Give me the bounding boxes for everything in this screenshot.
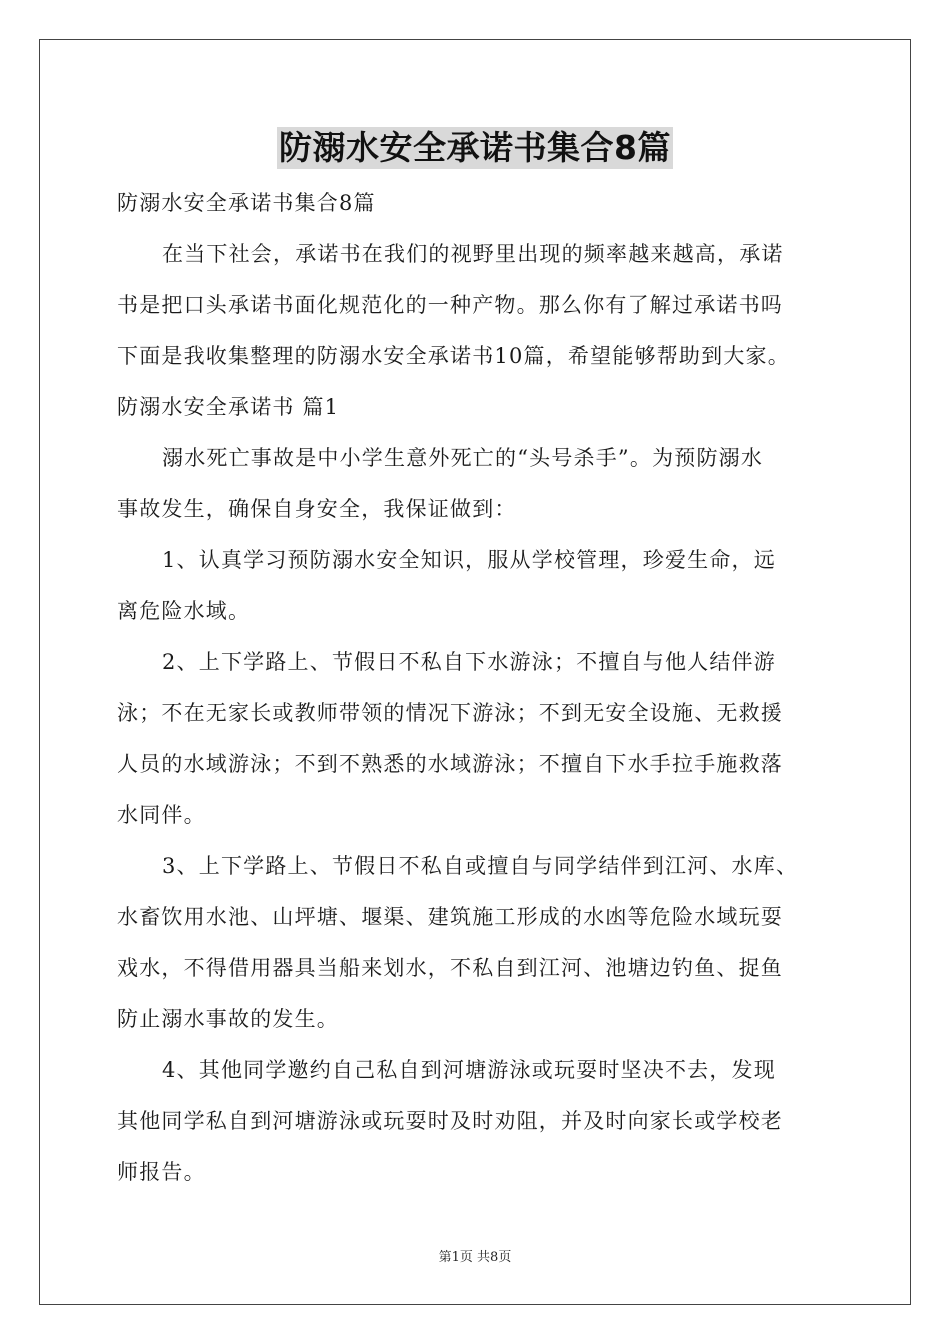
text-line: 人员的水域游泳；不到不熟悉的水域游泳；不擅自下水手拉手施救落 — [117, 752, 783, 776]
document-title: 防溺水安全承诺书集合8篇 — [279, 128, 671, 167]
section-heading: 防溺水安全承诺书 篇1 — [117, 395, 340, 419]
item-3 — [117, 841, 837, 1045]
item-4 — [117, 1045, 837, 1198]
text-line: 水畜饮用水池、山坪塘、堰渠、建筑施工形成的水凼等危险水域玩耍 — [117, 905, 783, 929]
text-line: 离危险水域。 — [117, 599, 251, 623]
text-line: 溺水死亡事故是中小学生意外死亡的“头号杀手”。为预防溺水 — [162, 446, 764, 470]
text-line: 戏水，不得借用器具当船来划水，不私自到江河、池塘边钓鱼、捉鱼 — [117, 956, 783, 980]
page-footer: 第1页 共8页 — [438, 1250, 512, 1265]
text-line: 其他同学私自到河塘游泳或玩耍时及时劝阻，并及时向家长或学校老 — [117, 1109, 783, 1133]
title-wrap — [0, 127, 950, 169]
text-line: 4、其他同学邀约自己私自到河塘游泳或玩耍时坚决不去，发现 — [162, 1058, 776, 1082]
text-line: 在当下社会，承诺书在我们的视野里出现的频率越来越高，承诺 — [162, 242, 784, 266]
text-line: 防止溺水事故的发生。 — [117, 1007, 339, 1031]
text-line: 水同伴。 — [117, 803, 206, 827]
item-1 — [117, 535, 837, 637]
text-line: 2、上下学路上、节假日不私自下水游泳；不擅自与他人结伴游 — [162, 650, 776, 674]
intro-paragraph — [117, 229, 837, 382]
text-line: 事故发生，确保自身安全，我保证做到： — [117, 497, 517, 521]
text-line: 1、认真学习预防溺水安全知识，服从学校管理，珍爱生命，远 — [162, 548, 776, 572]
text-line: 3、上下学路上、节假日不私自或擅自与同学结伴到江河、水库、 — [162, 854, 799, 878]
document-body — [117, 178, 837, 1198]
item-2 — [117, 637, 837, 841]
text-line: 师报告。 — [117, 1160, 206, 1184]
subtitle: 防溺水安全承诺书集合8篇 — [117, 191, 376, 215]
text-line: 书是把口头承诺书面化规范化的一种产物。那么你有了解过承诺书吗 — [117, 293, 783, 317]
text-line: 下面是我收集整理的防溺水安全承诺书10篇，希望能够帮助到大家。 — [117, 344, 790, 368]
text-line: 泳；不在无家长或教师带领的情况下游泳；不到无安全设施、无救援 — [117, 701, 783, 725]
paragraph-1 — [117, 433, 837, 535]
